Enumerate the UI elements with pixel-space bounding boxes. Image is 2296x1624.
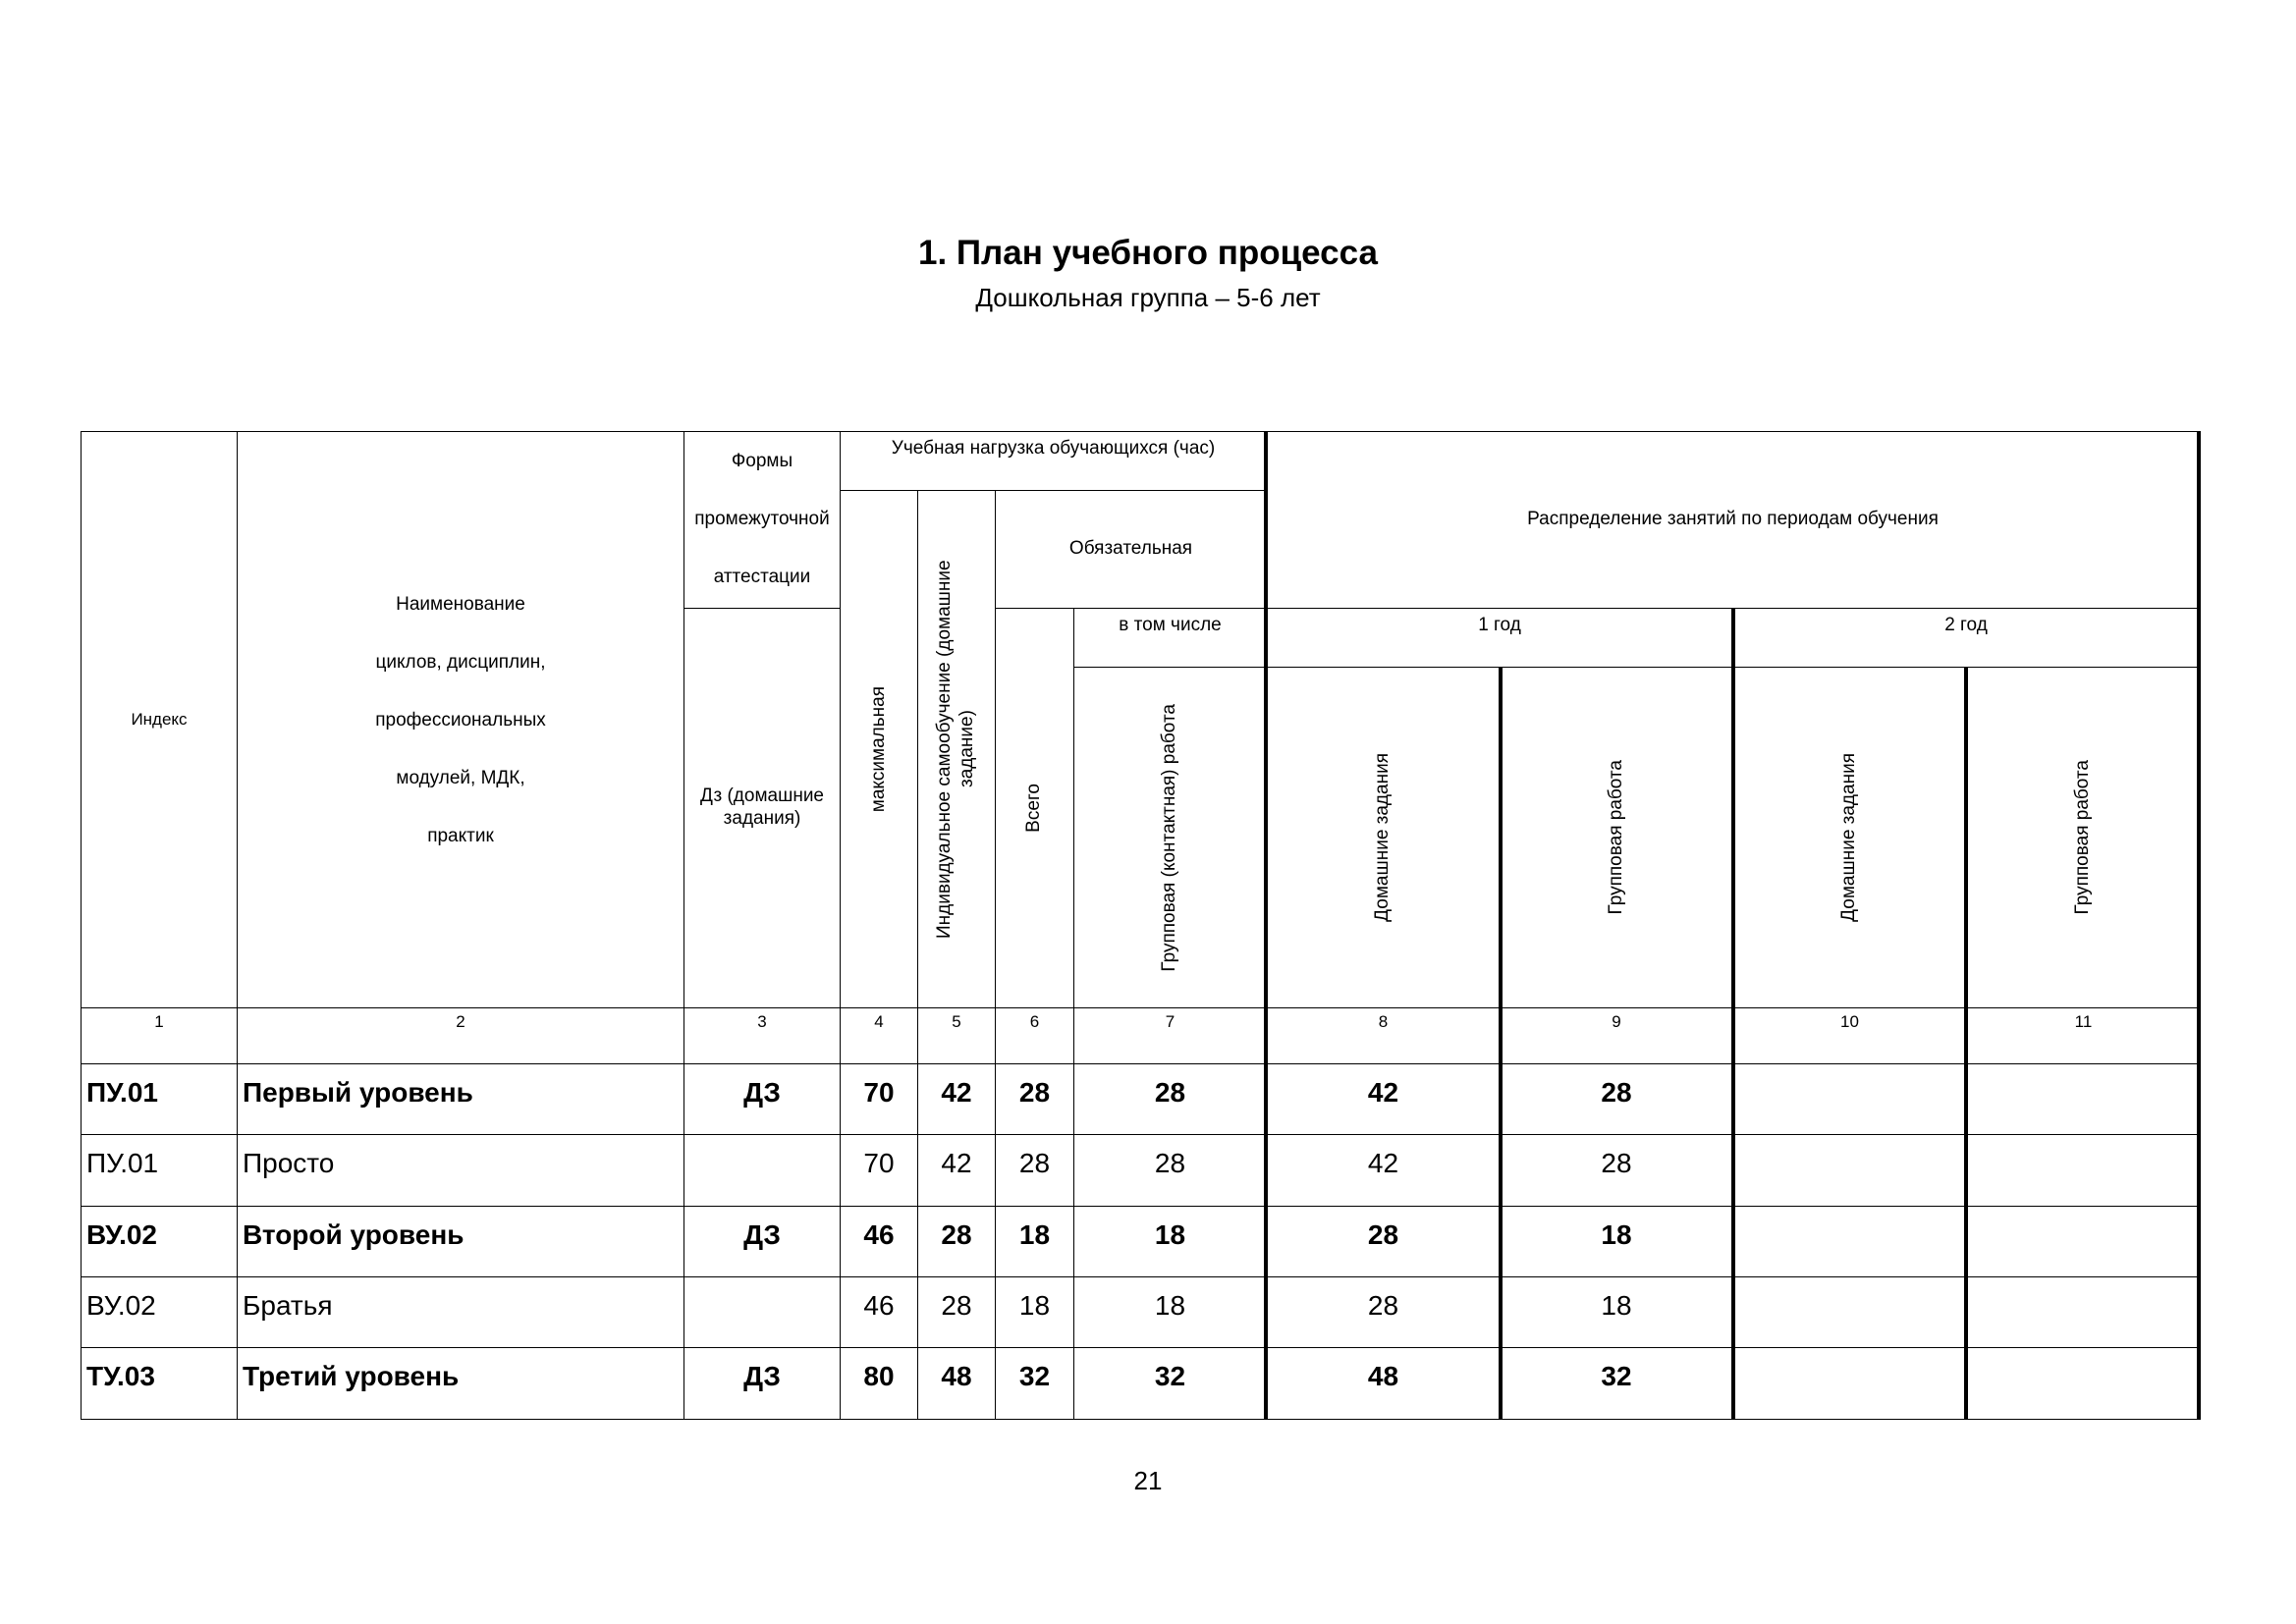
header-y1-group-label: Групповая работа [1605,760,1626,915]
column-number: 10 [1732,1007,1967,1064]
header-max-label: максимальная [867,685,889,813]
header-y2-group [1966,667,2200,1008]
cell-y1-home: 42 [1266,1134,1501,1207]
cell-individual: 28 [917,1276,996,1348]
thick-divider [1499,667,1503,1420]
cell-group-contact: 28 [1073,1063,1267,1135]
cell-max: 70 [840,1063,918,1135]
header-total [995,608,1074,1008]
header-max [840,490,918,1008]
cell-y2-group [1966,1063,2201,1135]
cell-individual: 42 [917,1063,996,1135]
header-name-line: профессиональных [375,709,546,731]
cell-y2-home [1732,1347,1967,1420]
cell-group-contact: 28 [1073,1134,1267,1207]
header-group-contact [1073,667,1267,1008]
cell-total: 18 [995,1206,1074,1277]
cell-attestation [683,1134,841,1207]
cell-individual: 42 [917,1134,996,1207]
header-y2-home-label: Домашние задания [1838,753,1860,922]
thick-divider [2197,431,2201,1420]
cell-y1-home: 48 [1266,1347,1501,1420]
header-y1-home-label: Домашние задания [1372,753,1394,922]
header-forms-line: аттестации [713,567,811,587]
cell-total: 28 [995,1063,1074,1135]
cell-y1-group: 28 [1500,1063,1733,1135]
cell-individual: 48 [917,1347,996,1420]
header-name [237,431,684,1008]
cell-name: Братья [237,1276,684,1348]
cell-total: 18 [995,1276,1074,1348]
header-forms-line: Формы [731,451,793,471]
header-forms-sub: Дз (домашние задания) [683,608,841,1008]
header-load: Учебная нагрузка обучающихся (час) [840,431,1267,491]
page-subtitle: Дошкольная группа – 5-6 лет [975,283,1321,312]
cell-y1-home: 28 [1266,1276,1501,1348]
header-year-2: 2 год [1732,608,2200,668]
cell-index: ТУ.03 [81,1347,238,1420]
header-forms [683,431,841,609]
cell-attestation [683,1276,841,1348]
column-number: 4 [840,1007,918,1064]
cell-max: 46 [840,1206,918,1277]
column-number: 7 [1073,1007,1267,1064]
cell-index: ПУ.01 [81,1134,238,1207]
cell-y2-home [1732,1063,1967,1135]
column-number: 11 [1966,1007,2201,1064]
header-index: Индекс [81,431,238,1008]
page-number: 21 [1133,1466,1163,1495]
cell-y2-group [1966,1206,2201,1277]
thick-divider [1264,431,1268,1420]
header-distribution: Распределение занятий по периодам обучения [1266,431,2200,609]
thick-divider [1964,667,1968,1420]
cell-total: 32 [995,1347,1074,1420]
cell-name: Просто [237,1134,684,1207]
cell-attestation: ДЗ [683,1206,841,1277]
cell-total: 28 [995,1134,1074,1207]
cell-y2-home [1732,1206,1967,1277]
header-mandatory: Обязательная [995,490,1267,609]
cell-y1-group: 18 [1500,1276,1733,1348]
cell-y1-home: 28 [1266,1206,1501,1277]
cell-y2-group [1966,1276,2201,1348]
cell-name: Первый уровень [237,1063,684,1135]
cell-attestation: ДЗ [683,1063,841,1135]
header-forms-line: промежуточной [694,509,830,529]
page-title: 1. План учебного процесса [917,234,1379,272]
header-y1-group [1500,667,1733,1008]
cell-individual: 28 [917,1206,996,1277]
cell-max: 70 [840,1134,918,1207]
cell-group-contact: 32 [1073,1347,1267,1420]
header-name-line: Наименование [396,593,525,615]
column-number: 2 [237,1007,684,1064]
header-individual-label: Индивидуальное самообучение (домашние задание) [934,560,977,939]
column-number: 9 [1500,1007,1733,1064]
cell-attestation: ДЗ [683,1347,841,1420]
cell-group-contact: 18 [1073,1276,1267,1348]
column-number: 5 [917,1007,996,1064]
header-including: в том числе [1073,608,1267,668]
cell-index: ВУ.02 [81,1276,238,1348]
header-year-1: 1 год [1266,608,1733,668]
cell-index: ПУ.01 [81,1063,238,1135]
cell-y2-group [1966,1134,2201,1207]
header-group-contact-label: Групповая (контактная) работа [1159,703,1180,972]
header-individual [917,490,996,1008]
header-name-line: модулей, МДК, [396,767,525,788]
column-number: 1 [81,1007,238,1064]
header-name-line: циклов, дисциплин, [375,651,546,673]
header-name-line: практик [427,825,494,846]
cell-y1-group: 28 [1500,1134,1733,1207]
cell-name: Второй уровень [237,1206,684,1277]
thick-divider [1731,608,1735,1420]
cell-y1-group: 32 [1500,1347,1733,1420]
column-number: 3 [683,1007,841,1064]
cell-y1-home: 42 [1266,1063,1501,1135]
cell-max: 46 [840,1276,918,1348]
cell-y2-home [1732,1134,1967,1207]
cell-group-contact: 18 [1073,1206,1267,1277]
cell-max: 80 [840,1347,918,1420]
column-number: 8 [1266,1007,1501,1064]
cell-name: Третий уровень [237,1347,684,1420]
header-y2-home [1732,667,1967,1008]
cell-index: ВУ.02 [81,1206,238,1277]
cell-y2-home [1732,1276,1967,1348]
header-total-label: Всего [1023,784,1045,833]
cell-y1-group: 18 [1500,1206,1733,1277]
header-y1-home [1266,667,1501,1008]
header-y2-group-label: Групповая работа [2071,760,2093,915]
column-number: 6 [995,1007,1074,1064]
cell-y2-group [1966,1347,2201,1420]
